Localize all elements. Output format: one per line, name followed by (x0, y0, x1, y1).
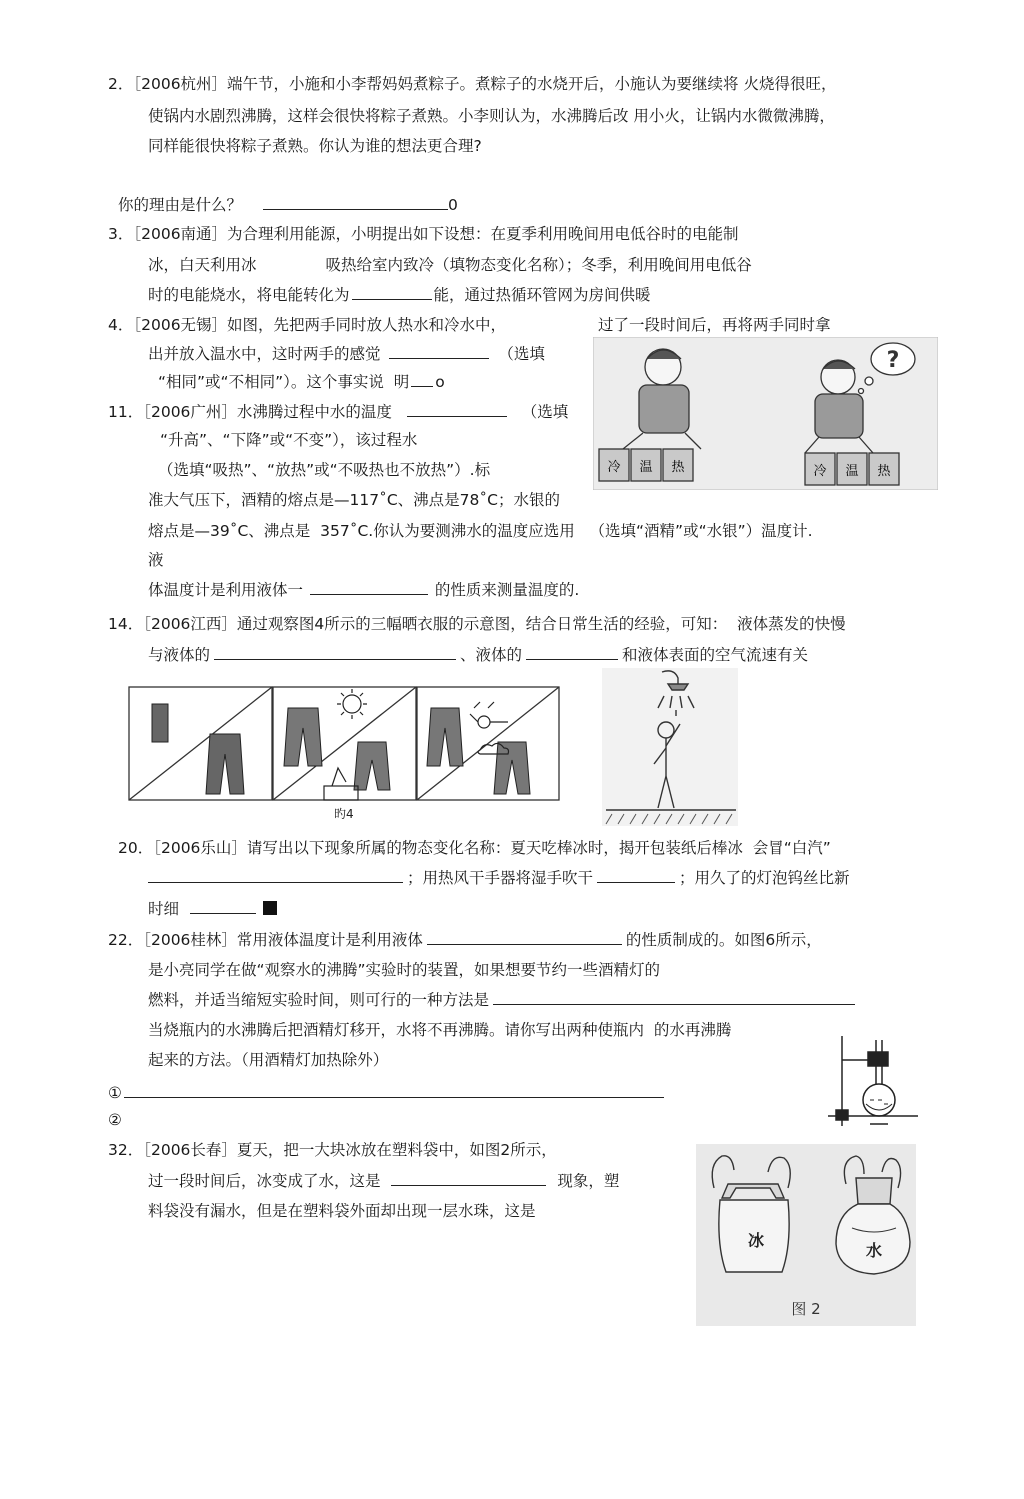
folded-trousers-icon (152, 704, 244, 794)
q20-line2-text: ；用热风干手器将湿手吹干 (407, 869, 594, 887)
water-label: 水 (865, 1241, 883, 1260)
q32-phenomenon-blank[interactable] (391, 1171, 546, 1186)
q22-item2-marker: ② (108, 1111, 122, 1129)
q22-line1-text: 22．［2006桂林］常用液体温度计是利用液体 (108, 931, 423, 949)
hands-in-water-figure (593, 337, 938, 490)
q11-line6: 液 (148, 551, 164, 569)
q4-line2-tail: （选填 (498, 345, 545, 363)
drying-clothes-figure (128, 686, 570, 821)
q14-factor2-blank[interactable] (526, 645, 618, 660)
basin-label: 热 (877, 464, 891, 479)
basin-label: 热 (671, 460, 685, 475)
q22-item1 (108, 1083, 664, 1103)
basin-label: 冷 (813, 464, 827, 479)
q14-line1: 14．［2006江西］通过观察图4所示的三幅晒衣服的示意图，结合日常生活的经验，可知： 液体蒸发的快慢 (108, 615, 846, 633)
q11-line4: 准大气压下，酒精的熔点是—117˚C、沸点是78˚C；水银的 (148, 491, 560, 509)
table-icon (324, 768, 358, 800)
black-square-mark (263, 901, 277, 915)
q20-whitegas-blank[interactable] (148, 868, 403, 883)
q11-line1-tail: （选填 (521, 403, 569, 421)
q22-line1 (108, 930, 822, 950)
q2-line2: 使锅内水剧烈沸腾，这样会很快将粽子煮熟。小李则认为，水沸腾后改 用小火，让锅内水微微沸腾， (148, 107, 835, 125)
q4-feeling-blank[interactable] (389, 344, 489, 359)
q4-conclusion-blank[interactable] (411, 372, 433, 387)
bubble-question-mark: ? (886, 348, 900, 373)
q3-line1: 3．［2006南通］为合理利用能源，小明提出如下设想：在夏季利用晚间用电低谷时的电能制 (108, 225, 739, 243)
q11-line7 (148, 580, 579, 600)
q22-line4: 当烧瓶内的水沸腾后把酒精灯移开，水将不再沸腾。请你写出两种使瓶内 的水再沸腾 (148, 1021, 732, 1039)
q32-line2 (148, 1171, 619, 1191)
q14-factor1-blank[interactable] (214, 645, 456, 660)
q14-line2-mid: 、液体的 (460, 646, 523, 664)
q20-line3 (148, 899, 277, 919)
q4-line1a: 4．［2006无锡］如图，先把两手同时放人热水和冷水中， (108, 316, 507, 334)
q2-reason (118, 195, 458, 215)
q2-end-mark: 0 (447, 196, 458, 214)
basin-label: 温 (845, 464, 859, 479)
q22-line1-tail: 的性质制成的。如图6所示， (625, 931, 822, 949)
q11-line1 (108, 402, 568, 422)
q22-line3-text: 燃料，并适当缩短实验时间，则可行的一种方法是 (148, 991, 490, 1009)
q11-property-blank[interactable] (310, 580, 428, 595)
q4-line3-text: “相同”或“不相同”）。这个事实说 明 (158, 373, 410, 391)
figure4-caption: 旳4 (334, 807, 354, 821)
q22-method1-blank[interactable] (124, 1083, 664, 1098)
shower-figure (602, 668, 738, 826)
q14-line2-tail: 和液体表面的空气流速有关 (622, 646, 809, 664)
q2-reason-text: 你的理由是什么？ (118, 196, 243, 214)
fan-icon (470, 702, 508, 728)
q3-line3-tail: 能，通过热循环管网为房间供暖 (433, 286, 651, 304)
q4-line1b: 过了一段时间后，再将两手同时拿 (598, 316, 831, 334)
q22-item2 (108, 1110, 122, 1130)
q3-line3-text: 时的电能烧水，将电能转化为 (148, 286, 350, 304)
q14-line2 (148, 645, 808, 665)
ice-label: 冰 (747, 1231, 765, 1250)
boiling-flask-figure (826, 1030, 922, 1130)
q2-line3: 同样能很快将粽子煮熟。你认为谁的想法更合理? (148, 137, 482, 155)
q22-line3 (148, 990, 855, 1010)
q11-line3: （选填“吸热”、“放热”或“不吸热也不放热”）.标 (158, 461, 491, 479)
basin-label: 冷 (607, 460, 621, 475)
q20-drying-blank[interactable] (597, 868, 675, 883)
q4-line2 (148, 344, 545, 364)
q20-line2-tail: ；用久了的灯泡钨丝比新 (679, 869, 850, 887)
q22-method-blank[interactable] (493, 990, 855, 1005)
q20-line2 (148, 868, 850, 888)
q32-line2-tail: 现象，塑 (557, 1172, 620, 1190)
q32-line2-text: 过一段时间后，冰变成了水，这是 (148, 1172, 381, 1190)
q32-line1: 32．［2006长春］夏天，把一大块冰放在塑料袋中，如图2所示， (108, 1141, 557, 1159)
q32-line3: 料袋没有漏水，但是在塑料袋外面却出现一层水珠，这是 (148, 1202, 536, 1220)
q22-line2: 是小亮同学在做“观察水的沸腾”实验时的装置，如果想要节约一些酒精灯的 (148, 961, 661, 979)
q11-line5: 熔点是—39˚C、沸点是 357˚C.你认为要测沸水的温度应选用 （选填“酒精”或“水银”）温度计. (148, 522, 813, 540)
q2-answer-blank[interactable] (263, 195, 448, 210)
basin-label: 温 (639, 460, 653, 475)
q20-line3-text: 时细 (148, 900, 180, 918)
q14-line2-text: 与液体的 (148, 646, 211, 664)
q22-item1-marker: ① (108, 1084, 122, 1102)
figure2-caption: 图 2 (791, 1300, 821, 1318)
q2-line1: 2．［2006杭州］端午节，小施和小李帮妈妈煮粽子。煮粽子的水烧开后，小施认为要继续将 火烧得很旺， (108, 75, 837, 93)
q20-filament-blank[interactable] (190, 899, 256, 914)
q3-line2: 冰，白天利用冰 吸热给室内致冷（填物态变化名称）；冬季，利用晚间用电低谷 (148, 256, 752, 274)
q11-line7-text: 体温度计是利用液体一 (148, 581, 304, 599)
q20-line1: 20．［2006乐山］请写出以下现象所属的物态变化名称：夏天吃棒冰时，揭开包装纸后棒冰 会冒“白汽” (118, 839, 831, 857)
ice-bag-figure (696, 1144, 916, 1326)
q22-line5: 起来的方法。（用酒精灯加热除外） (148, 1051, 389, 1069)
q4-end-mark: o (435, 373, 445, 391)
q3-line3 (148, 285, 651, 305)
q3-energy-blank[interactable] (352, 285, 432, 300)
q11-line1-text: 11．［2006广州］水沸腾过程中水的温度 (108, 403, 392, 421)
q11-line7-tail: 的性质来测量温度的. (434, 581, 580, 599)
q11-temperature-blank[interactable] (407, 402, 507, 417)
sun-icon (337, 689, 367, 719)
q11-line2: “升高”、“下降”或“不变”），该过程水 (160, 431, 418, 449)
q4-line2-text: 出并放入温水中，这时两手的感觉 (148, 345, 381, 363)
q22-property-blank[interactable] (427, 930, 622, 945)
q4-line3 (158, 372, 445, 392)
